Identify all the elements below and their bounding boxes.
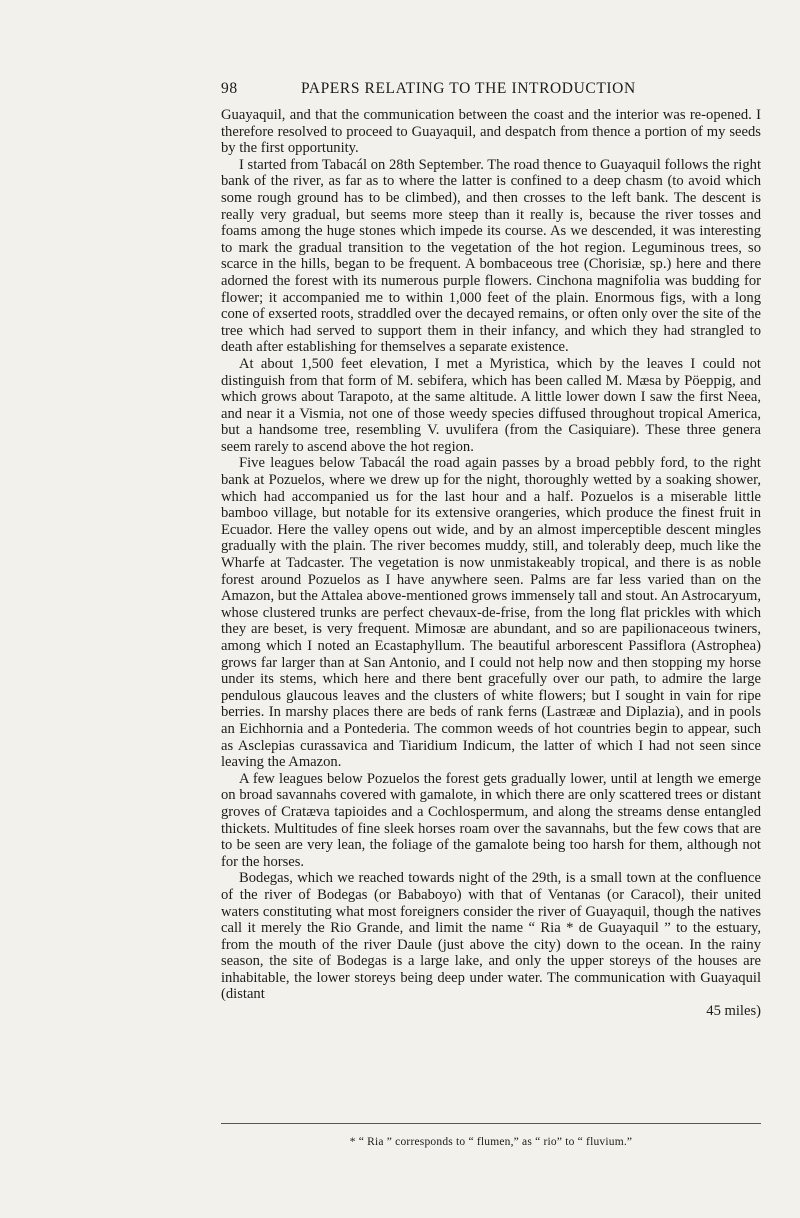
paragraph-road-to-guayaquil: I started from Tabacál on 28th September. The road thence to Guayaquil follows the right bank of the river, as far as to where the latter is confined to a deep chasm (to avoid which some rough ground has to be climbed), and then crosses to the left bank. The descent is really very gradual, but seems more steep than it really is, because the river tosses and foams among the huge stones which impede its course. As we descended, it was interesting to mark the gradual transition to the vegetation of the hot region. Leguminous trees, so scarce in the hills, began to be frequent. A bombaceous tree (Chorisiæ, sp.) here and there adorned the forest with its numerous purple flowers. Cinchona magnifolia was budding for flower; it accompanied me to within 1,000 feet of the plain. Enormous figs, with a long cone of exserted roots, straddled over the decayed remains, or often only over the site of the tree which had served to support them in their infancy, and which they had strangled to death after establishing for themselves a separate existence.: [221, 156, 761, 356]
paragraph-savannahs: A few leagues below Pozuelos the forest gets gradually lower, until at length we emerge on broad savannahs covered with gamalote, in which there are only scattered trees or distant groves of Cratæva tapioides and a Cochlospermum, and along the streams dense entangled thickets. Multitudes of fine sleek horses roam over the savannahs, but the few cows that are to be seen are very lean, the foliage of the gamalote being too harsh for them, although not for the horses.: [221, 770, 761, 870]
paragraph-pozuelos: Five leagues below Tabacál the road again passes by a broad pebbly ford, to the right bank at Pozuelos, where we drew up for the night, thoroughly wetted by a soaking shower, which had accompanied us for the last hour and a half. Pozuelos is a miserable little bamboo village, but notable for its extensive orangeries, which produce the finest fruit in Ecuador. Here the valley opens out wide, and by an almost imperceptible descent mingles gradually with the plain. The river becomes muddy, still, and tolerably deep, much like the Wharfe at Tadcaster. The vegetation is now unmistakeably tropical, and there is as noble forest around Pozuelos as I have anywhere seen. Palms are far less varied than on the Amazon, but the Attalea above-mentioned grows immensely tall and stout. An Astrocaryum, whose clustered trunks are perfect chevaux-de-frise, from the long flat prickles with which they are beset, is very frequent. Mimosæ are abundant, and so are papilionaceous twiners, among which I noted an Ecastaphyllum. The beautiful arborescent Passiflora (Astrophea) grows far larger than at San Antonio, and I could not help now and then stopping my horse under its stems, which here and there bent gracefully over our path, to admire the large pendulous glaucous leaves and the clusters of white flowers; but I sought in vain for ripe berries. In marshy places there are beds of rank ferns (Lastrææ and Diplazia), and in pools an Eichhornia and a Pontederia. The common weeds of hot countries begin to appear, such as Asclepias curassavica and Tiaridium Indicum, the latter of which I had not seen since leaving the Amazon.: [221, 455, 761, 771]
footnote: * “ Ria ” corresponds to “ flumen,” as “ rio” to “ fluvium.”: [349, 1136, 633, 1148]
paragraph-myristica: At about 1,500 feet elevation, I met a Myristica, which by the leaves I could not distinguish from that form of M. sebifera, which has been called M. Mæsa by Pöeppig, and which grows about Tarapoto, at the same altitude. A little lower down I saw the first Neea, and near it a Vismia, not one of those weedy species diffused throughout tropical America, but a handsome tree, resembling V. uvulifera (from the Casiquiare). These three genera seem rarely to ascend above the hot region.: [221, 355, 761, 455]
page-header: [221, 80, 761, 100]
paragraph-bodegas: Bodegas, which we reached towards night of the 29th, is a small town at the confluence of the river of Bodegas (or Bababoyo) with that of Ventanas (or Caracol), their united waters constituting what most foreigners consider the river of Guayaquil, though the natives call it merely the Rio Grande, and limit the name “ Ria * de Guayaquil ” to the estuary, from the mouth of the river Daule (just above the city) down to the ocean. In the rainy season, the site of Bodegas is a large lake, and only the upper storeys of the houses are inhabitable, the lower storeys being deep under water. The communication with Guayaquil (distant: [221, 870, 761, 1003]
paragraph-continuation: Guayaquil, and that the communication between the coast and the interior was re-opened. I therefore resolved to proceed to Guayaquil, and despatch from thence a portion of my seeds by the first opportunity.: [221, 107, 761, 157]
footnote-rule: [221, 1123, 761, 1124]
paragraph-bodegas-last-line: 45 miles): [706, 1003, 761, 1020]
page-number: 98: [221, 80, 238, 97]
running-head: PAPERS RELATING TO THE INTRODUCTION: [301, 80, 636, 97]
body-text: [221, 107, 761, 1020]
